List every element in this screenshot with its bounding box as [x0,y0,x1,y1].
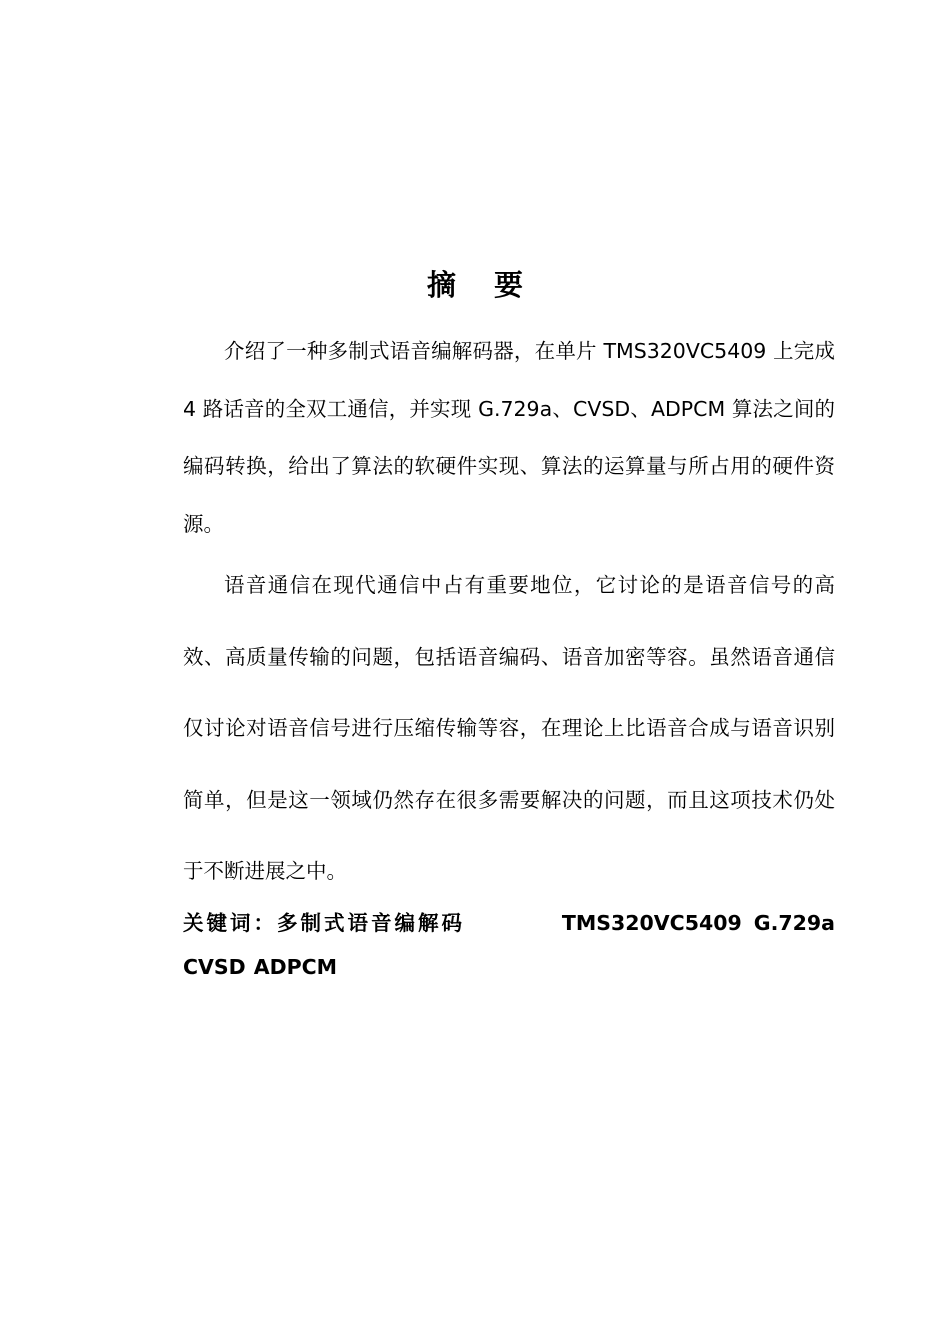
keyword-item: TMS320VC5409 [561,911,742,935]
keywords-right-group [562,901,835,945]
abstract-paragraph-2: 语音通信在现代通信中占有重要地位，它讨论的是语音信号的高效、高质量传输的问题，包括语音编码、语音加密等容。虽然语音通信仅讨论对语音信号进行压缩传输等容，在理论上比语音合成与语音识别简单，但是这一领域仍然存在很多需要解决的问题，而且这项技术仍处于不断进展之中。 [183,573,835,883]
abstract-title: 摘 要 [426,268,538,302]
keywords-line-1 [183,901,835,945]
abstract-paragraph-1: 介绍了一种多制式语音编解码器，在单片 TMS320VC5409 上完成 4 路话音的全双工通信，并实现 G.729a、CVSD、ADPCM 算法之间的编码转换，给出了算法的软硬件实现、算法的运算量与所占用的硬件资源。 [183,339,835,536]
keywords-line-2 [183,945,835,989]
keyword-item: ADPCM [253,955,338,979]
keyword-item: CVSD [183,955,246,979]
keyword-item: G.729a [753,911,835,935]
keywords-section [183,901,835,989]
keywords-label: 关键词：多制式语音编解码 [183,911,465,935]
